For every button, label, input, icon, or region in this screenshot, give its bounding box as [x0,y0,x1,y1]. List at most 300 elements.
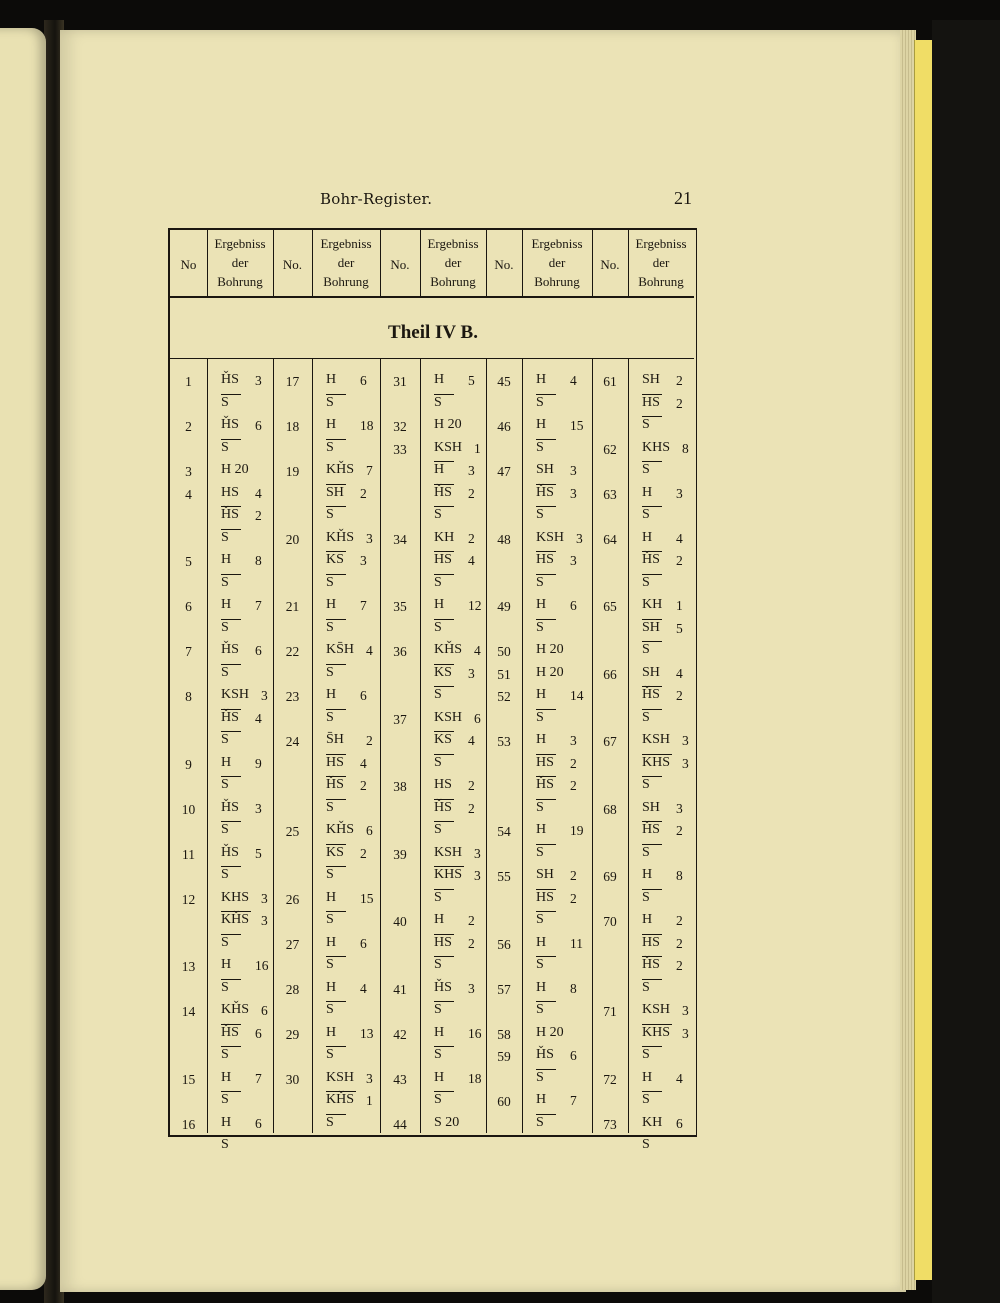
result-term: S [326,957,334,972]
result-count: 4 [255,710,262,726]
row-number: 42 [393,1026,407,1042]
result-term: H [536,417,547,432]
result-count: 2 [676,688,683,703]
result-term: H [221,957,232,972]
row-number: 1 [185,374,192,389]
result-count: 15 [570,418,584,433]
row-number: 24 [285,734,300,749]
result-term: H [326,934,337,950]
result-term: HS [642,934,660,950]
result-term: S [221,664,229,680]
row-number: 18 [285,419,300,434]
result-term: KH [642,597,663,612]
result-term: KȞS [326,822,355,837]
result-count: 7 [255,1070,262,1086]
result-term: KHS [434,867,463,882]
row-number: 60 [497,1094,511,1109]
result-term: S 20 [434,1114,460,1130]
result-term: S [326,912,334,927]
fraction-bar [642,461,662,462]
header-ergebniss [522,234,592,291]
result-term: S [642,574,650,590]
row-number: 20 [285,531,300,547]
result-term: S [221,394,229,410]
result-term: S [221,1047,229,1062]
result-term: H [642,912,653,927]
fraction-bar [326,1046,346,1047]
result-count: 14 [570,688,584,703]
fraction-bar [642,934,662,935]
row-number: 3 [185,464,192,479]
result-term: HS [536,552,554,567]
fraction-bar [642,1091,662,1092]
row-number: 58 [497,1026,511,1042]
fraction-bar [536,619,556,620]
result-count: 3 [255,373,262,388]
result-count: 3 [570,553,577,568]
result-term: ȞS [434,484,452,500]
result-count: 6 [360,373,367,388]
fraction-bar [221,1024,241,1025]
row-number: 59 [497,1049,511,1064]
result-term: ȞS [536,484,554,500]
row-number: 65 [603,599,617,614]
fraction-bar [536,889,556,890]
result-term: KH [642,1114,663,1130]
fraction-bar [221,776,241,777]
result-count: 3 [570,733,577,748]
result-count: 2 [676,823,683,838]
gilt-edge [914,40,933,1280]
fraction-bar [326,439,346,440]
result-term: S [434,574,442,590]
page-number: 21 [674,188,692,208]
result-count: 2 [676,373,683,388]
result-count: 16 [255,958,269,973]
row-number: 46 [497,419,511,434]
result-count: 2 [468,913,475,928]
fraction-bar [326,1001,346,1002]
result-term: KHS [642,439,671,455]
result-term: H [326,1024,337,1040]
row-number: 32 [393,419,407,434]
result-term: S [221,777,229,792]
result-term: S [642,709,650,725]
fraction-bar [642,979,662,980]
row-number: 7 [185,644,192,659]
row-number: 5 [185,554,192,569]
row-number: 9 [185,756,192,772]
row-number: 4 [185,486,192,502]
fraction-bar [536,574,556,575]
fraction-bar [434,574,454,575]
fraction-bar [326,799,346,800]
result-term: S [326,1114,334,1130]
result-count: 3 [576,530,583,546]
result-term: S [536,507,544,522]
header-no: No. [494,257,514,272]
result-count: 2 [366,733,373,748]
result-term: S [536,1002,544,1017]
result-term: H [642,1069,653,1085]
result-term: S [536,957,544,972]
result-count: 5 [676,620,683,636]
result-term: S [221,979,229,995]
result-term: S [221,619,229,635]
result-count: 2 [468,800,475,816]
header-ergebniss-line: Ergebniss [320,236,372,251]
fraction-bar [434,934,454,935]
result-term: KSH [434,844,463,860]
result-term: S [434,822,442,837]
result-term: S [326,507,334,522]
result-term: KHS [642,1024,671,1040]
row-number: 72 [603,1071,617,1087]
result-term: S [221,529,229,545]
fraction-bar [434,799,454,800]
fraction-bar [434,731,454,732]
fraction-bar [642,821,662,822]
result-term: ȞS [326,777,344,792]
result-term: H [221,754,232,770]
result-count: 2 [676,935,683,951]
row-number: 48 [497,531,511,547]
result-count: 3 [360,553,367,568]
row-number: 27 [285,936,300,952]
result-term: HS [434,777,452,792]
fraction-bar [642,551,662,552]
result-term: ȞS [536,777,554,792]
result-term: S [221,732,229,747]
result-term: KS̄H [326,642,355,657]
fraction-bar [221,574,241,575]
result-count: 8 [570,980,577,996]
result-term: H [434,1024,445,1040]
result-term: KS [434,664,452,680]
result-term: ȞS [221,1024,239,1040]
row-number: 6 [185,599,192,614]
result-term: S [642,1047,650,1062]
result-count: 1 [676,598,683,613]
fraction-bar [221,1091,241,1092]
result-term: H [536,372,547,387]
fraction-bar [326,664,346,665]
result-term: ȞS [642,687,660,702]
fraction-bar [536,911,556,912]
result-term: KS [326,552,344,567]
result-count: 9 [255,755,262,771]
result-term: S [221,574,229,590]
result-term: S [326,799,334,815]
result-count: 4 [360,755,367,771]
result-count: 5 [255,845,262,861]
result-term: H 20 [434,417,462,432]
fraction-bar [221,731,241,732]
fraction-bar [221,979,241,980]
result-term: S [536,1069,544,1085]
result-term: S [434,1002,442,1017]
result-term: SH [326,484,344,500]
row-number: 21 [285,599,300,614]
result-count: 6 [255,643,262,658]
fraction-bar [642,416,662,417]
result-count: 2 [255,508,262,523]
result-term: S̄H [326,732,344,747]
result-term: KȞS [434,642,463,657]
header-ergebniss-line: Bohrung [430,274,476,289]
row-number: 49 [497,599,511,614]
row-number: 67 [603,734,617,749]
row-number: 61 [603,374,617,389]
result-term: H [326,889,337,905]
fraction-bar [642,1136,662,1137]
result-count: 19 [570,823,584,838]
result-term: HS [434,934,452,950]
result-term: ȞS [221,799,239,815]
row-number: 62 [603,441,617,457]
result-count: 8 [682,440,689,456]
result-term: H [642,484,653,500]
result-count: 2 [360,845,367,861]
result-term: HS [536,754,554,770]
fraction-bar [536,439,556,440]
result-count: 8 [255,553,262,568]
result-count: 3 [474,845,481,861]
fraction-bar [434,866,464,867]
result-count: 2 [468,935,475,951]
fraction-bar [326,956,346,957]
result-count: 5 [468,373,475,388]
row-number: 22 [285,644,300,659]
fraction-bar [221,1136,241,1137]
result-term: H [326,372,337,387]
row-number: 51 [497,666,511,682]
row-number: 63 [603,486,617,502]
result-term: S [434,394,442,410]
result-term: H [326,417,337,432]
header-ergebniss-line: der [548,255,566,270]
fraction-bar [326,776,346,777]
result-term: H [434,597,445,612]
fraction-bar [434,551,454,552]
result-term: KȞS [221,912,250,927]
row-number: 8 [185,689,192,704]
result-term: S [642,844,650,860]
result-term: H [536,687,547,702]
result-count: 2 [468,530,475,546]
fraction-bar [536,394,556,395]
header-ergebniss [312,234,380,291]
result-term: S [536,912,544,927]
fraction-bar [434,686,454,687]
result-count: 3 [366,1070,373,1086]
header-ergebniss-line: der [652,255,670,270]
fraction-bar [642,574,662,575]
row-number: 40 [393,914,407,929]
row-number: 15 [181,1071,196,1087]
result-term: H 20 [536,642,564,657]
result-term: H [221,597,232,612]
fraction-bar [221,821,241,822]
result-term: HS [434,552,452,567]
result-count: 2 [360,485,367,501]
row-number: 64 [603,531,617,547]
result-term: S [536,799,544,815]
result-term: H [536,1092,547,1107]
result-term: S [434,687,442,702]
fraction-bar [326,1091,356,1092]
fraction-bar [221,664,241,665]
result-count: 3 [682,1003,689,1018]
fraction-bar [326,844,346,845]
result-term: S [221,822,229,837]
result-term: KHS [221,889,250,905]
fraction-bar [434,461,454,462]
fraction-bar [221,439,241,440]
result-count: 4 [474,643,481,658]
row-number: 13 [181,959,196,974]
row-number: 45 [497,374,511,389]
result-count: 2 [360,778,367,793]
result-term: S [536,394,544,410]
result-term: ȞS [642,552,660,567]
fraction-bar [536,709,556,710]
fraction-bar [536,1001,556,1002]
header-ergebniss [207,234,273,291]
result-term: HS [642,394,660,410]
fraction-bar [434,619,454,620]
column-rule [522,358,523,1133]
result-term: H [326,597,337,612]
result-term: ȞS [642,957,660,972]
result-count: 1 [474,440,481,456]
header-no: No. [390,257,410,272]
row-number: 38 [393,779,407,794]
result-count: 3 [468,665,475,681]
column-rule [592,358,593,1133]
fraction-bar [642,844,662,845]
result-term: S [642,1137,650,1152]
row-number: 52 [497,689,511,704]
result-count: 4 [676,665,683,681]
result-term: S [326,1047,334,1062]
result-count: 12 [468,598,482,613]
result-term: KȞS [326,462,355,477]
result-count: 15 [360,890,374,906]
result-count: 3 [261,688,268,703]
result-term: SH [642,799,660,815]
row-number: 39 [393,846,407,862]
result-count: 4 [676,1070,683,1086]
fraction-bar [434,664,454,665]
column-rule [380,358,381,1133]
result-count: 3 [474,868,481,883]
fraction-bar [326,574,346,575]
header-ergebniss-line: der [444,255,462,270]
row-number: 19 [285,464,300,479]
result-term: H [434,1069,445,1085]
result-term: S [326,619,334,635]
result-term: S [536,574,544,590]
result-term: H [221,1069,232,1085]
result-term: S [326,1002,334,1017]
result-count: 2 [468,778,475,793]
fraction-bar [536,844,556,845]
fraction-bar [221,529,241,530]
result-term: KSH [326,1069,355,1085]
fraction-bar [221,619,241,620]
result-count: 3 [676,800,683,816]
result-count: 11 [570,935,583,951]
fraction-bar [326,394,346,395]
row-number: 31 [393,374,407,389]
fraction-bar [326,709,346,710]
fraction-bar [642,709,662,710]
fraction-bar [642,686,662,687]
result-term: H [434,372,445,387]
result-count: 6 [360,935,367,951]
result-count: 4 [468,733,475,748]
fraction-bar [642,641,662,642]
result-term: S [642,642,650,657]
row-number: 53 [497,734,511,749]
result-count: 6 [676,1115,683,1131]
result-term: S [642,889,650,905]
result-term: KSH [536,529,565,545]
result-term: S [434,889,442,905]
fraction-bar [434,821,454,822]
header-ergebniss-line: Ergebniss [635,236,687,251]
header-ergebniss-line: Ergebniss [531,236,583,251]
facing-page-edge [0,28,46,1290]
row-number: 23 [285,689,300,704]
fraction-bar [326,911,346,912]
result-count: 4 [360,980,367,996]
fraction-bar [642,1024,672,1025]
fraction-bar [221,1046,241,1047]
fraction-bar [642,956,662,957]
row-number: 12 [181,891,196,907]
result-term: S [434,754,442,770]
fraction-bar [642,754,672,755]
result-count: 2 [676,553,683,568]
result-count: 6 [570,598,577,613]
result-term: S [221,867,229,882]
row-number: 41 [393,981,407,997]
header-no: No. [282,257,303,272]
result-term: ȞS [221,507,239,522]
fraction-bar [536,1069,556,1070]
result-count: 4 [468,553,475,568]
result-term: KSH [221,687,250,702]
result-term: H 20 [221,462,249,477]
result-term: ȞS [536,1047,554,1062]
result-count: 4 [255,485,262,501]
result-count: 2 [570,868,577,883]
fraction-bar [536,754,556,755]
result-term: S [642,462,650,477]
running-head: Bohr-Register. [320,190,433,208]
result-count: 6 [255,418,262,433]
result-term: S [642,417,650,432]
result-count: 6 [366,823,373,838]
fraction-bar [434,506,454,507]
result-term: S [221,1137,229,1152]
result-term: H 20 [536,664,564,680]
fraction-bar [326,1114,346,1115]
fraction-bar [221,866,241,867]
result-count: 6 [255,1115,262,1131]
